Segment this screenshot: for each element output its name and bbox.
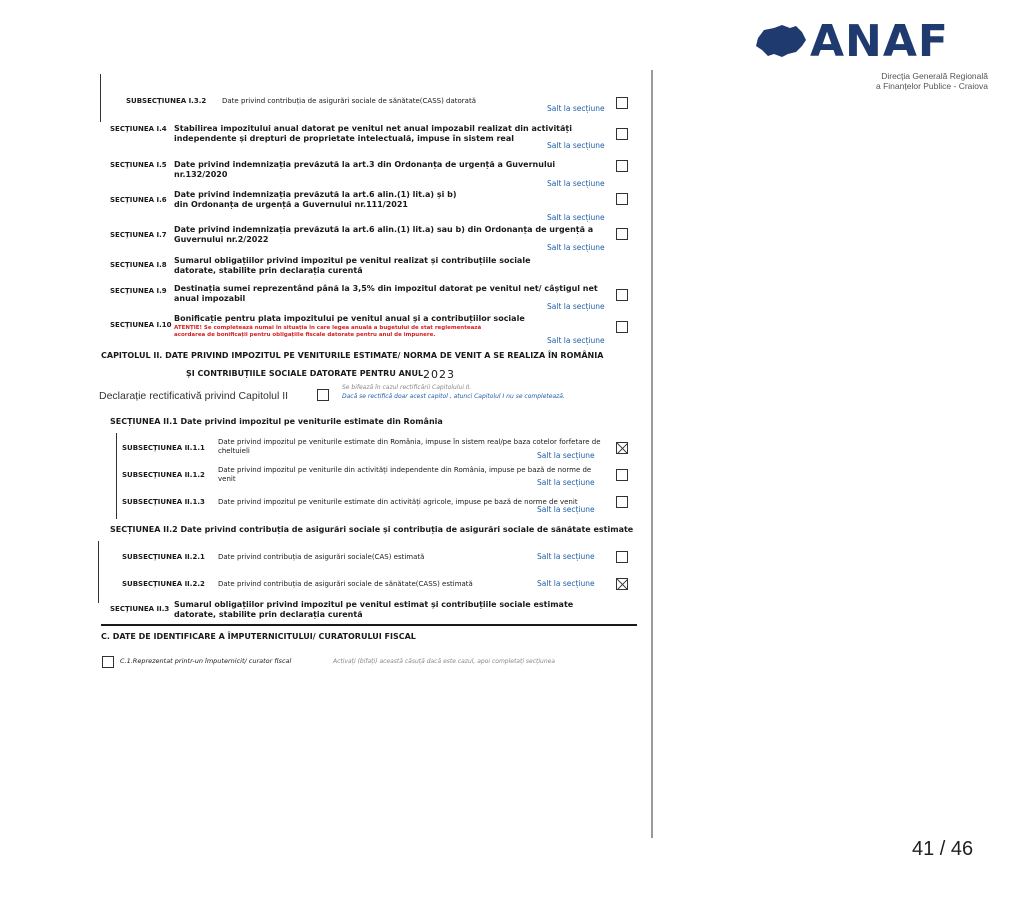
section-title: SECȚIUNEA II.1 Date privind impozitul pe veniturile estimate din România <box>110 417 443 426</box>
logo-subtitle: Direcția Generală Regională a Finanțelor Publice - Craiova <box>876 71 988 91</box>
logo-wordmark: ANAF <box>810 16 949 67</box>
subsection-bracket <box>98 541 99 603</box>
subsection-text: Date privind impozitul pe veniturile estimate din activități agricole, impuse pe bază de norme de venit <box>218 498 578 506</box>
subsection-code: SUBSECȚIUNEA II.1.2 <box>122 471 205 479</box>
subsection-checkbox[interactable] <box>616 551 628 563</box>
subsection-checkbox[interactable] <box>616 578 628 590</box>
subsection-bracket <box>116 433 117 519</box>
jump-to-section-link[interactable]: Salt la secțiune <box>547 141 605 150</box>
section-text: Bonificație pentru plata impozitului pe venitul anual și a contribuțiilor sociale <box>174 314 525 323</box>
section-text: Date privind indemnizația prevăzută la art.6 alin.(1) lit.a) și b) din Ordonanța de urgență a Guvernului nr.111/2021 <box>174 190 457 209</box>
section-code: SECȚIUNEA I.10 <box>110 321 172 329</box>
jump-to-section-link[interactable]: Salt la secțiune <box>537 552 595 561</box>
subsection-text: Date privind impozitul pe veniturile din activități independente din România, impuse pe bază de norme de venit <box>218 466 592 483</box>
section-checkbox[interactable] <box>616 321 628 333</box>
jump-to-section-link[interactable]: Salt la secțiune <box>537 579 595 588</box>
subsection-text: Date privind contribuția de asigurări sociale(CAS) estimată <box>218 553 425 561</box>
section-text: Date privind indemnizația prevăzută la art.6 alin.(1) lit.a) sau b) din Ordonanța de urgență a Guvernului nr.2/2022 <box>174 225 594 244</box>
section-text: Date privind contribuția de asigurări sociale de sănătate(CASS) datorată <box>222 97 477 105</box>
section-text: Date privind indemnizația prevăzută la art.3 din Ordonanța de urgență a Guvernului nr.132/2020 <box>174 160 556 179</box>
subsection-text: Date privind contribuția de asigurări sociale de sănătate(CASS) estimată <box>218 580 473 588</box>
section-code: SECȚIUNEA II.3 <box>110 605 170 613</box>
chapter-title: CAPITOLUL II. DATE PRIVIND IMPOZITUL PE VENITURILE ESTIMATE/ NORMA DE VENIT A SE REALIZA ÎN ROMÂNIA <box>101 351 604 360</box>
jump-to-section-link[interactable]: Salt la secțiune <box>547 243 605 252</box>
section-checkbox[interactable] <box>616 160 628 172</box>
anaf-logo <box>752 16 992 92</box>
jump-to-section-link[interactable]: Salt la secțiune <box>547 213 605 222</box>
rectificativa-label: Declarație rectificativă privind Capitolul II <box>99 390 289 402</box>
jump-to-section-link[interactable]: Salt la secțiune <box>537 451 595 460</box>
subsection-code: SUBSECȚIUNEA II.2.1 <box>122 553 205 561</box>
subsection-text: Date privind impozitul pe veniturile estimate din România, impuse în sistem real/pe baza cotelor forfetare de cheltuieli <box>218 438 601 455</box>
section-text: Sumarul obligațiilor privind impozitul pe venitul realizat și contribuțiile sociale datorate, stabilite prin declarația curentă <box>174 256 531 275</box>
section-checkbox[interactable] <box>616 289 628 301</box>
section-code: SECȚIUNEA I.7 <box>110 231 167 239</box>
representative-note: Activați (bifați) această căsuță dacă este cazul, apoi completați secțiunea <box>333 658 556 665</box>
jump-to-section-link[interactable]: Salt la secțiune <box>547 104 605 113</box>
jump-to-section-link[interactable]: Salt la secțiune <box>547 179 605 188</box>
section-checkbox[interactable] <box>616 128 628 140</box>
section-code: SUBSECȚIUNEA I.3.2 <box>126 97 207 105</box>
section-checkbox[interactable] <box>616 228 628 240</box>
section-text: Sumarul obligațiilor privind impozitul pe venitul estimat și contribuțiile sociale estimate datorate, stabilite prin declarația curentă <box>174 600 574 619</box>
subsection-code: SUBSECȚIUNEA II.1.1 <box>122 444 205 452</box>
section-separator <box>101 624 637 626</box>
jump-to-section-link[interactable]: Salt la secțiune <box>547 336 605 345</box>
section-code: SECȚIUNEA I.5 <box>110 161 167 169</box>
section-code: SECȚIUNEA I.9 <box>110 287 167 295</box>
subsection-bracket <box>100 74 101 122</box>
rectificativa-note-2: Dacă se rectifică doar acest capitol , atunci Capitolul I nu se completează. <box>342 393 565 400</box>
jump-to-section-link[interactable]: Salt la secțiune <box>537 505 595 514</box>
rectificativa-checkbox[interactable] <box>317 389 329 401</box>
section-code: SECȚIUNEA I.4 <box>110 125 167 133</box>
section-code: SECȚIUNEA I.8 <box>110 261 167 269</box>
section-code: SECȚIUNEA I.6 <box>110 196 167 204</box>
subsection-checkbox[interactable] <box>616 469 628 481</box>
jump-to-section-link[interactable]: Salt la secțiune <box>547 302 605 311</box>
subsection-checkbox[interactable] <box>616 496 628 508</box>
section-text: Stabilirea impozitului anual datorat pe venitul net anual impozabil realizat din activități independente și drepturi de proprietate intelectuală, impuse în sistem real <box>174 124 572 143</box>
section-c-title: C. DATE DE IDENTIFICARE A ÎMPUTERNICITULUI/ CURATORULUI FISCAL <box>101 632 416 641</box>
section-title: SECȚIUNEA II.2 Date privind contribuția de asigurări sociale și contribuția de asigurări sociale de sănătate estimate <box>110 525 634 534</box>
page-counter: 41 / 46 <box>912 838 974 860</box>
subsection-checkbox[interactable] <box>616 442 628 454</box>
page-divider <box>651 70 653 838</box>
warning-note: ATENȚIE! Se completează numai în situația în care legea anuală a bugetului de stat reglementează acordarea de bonificații pentru obligațiile fiscale datorate pentru anul de impunere. <box>174 325 482 338</box>
year-field[interactable]: 2023 <box>423 368 455 381</box>
jump-to-section-link[interactable]: Salt la secțiune <box>537 478 595 487</box>
representative-checkbox[interactable] <box>102 656 114 668</box>
rectificativa-note: Se bifează în cazul rectificării Capitolului II. <box>342 384 472 391</box>
section-text: Destinația sumei reprezentând până la 3,5% din impozitul datorat pe venitul net/ câștigul net anual impozabil <box>174 284 598 303</box>
chapter-subtitle: ȘI CONTRIBUȚIILE SOCIALE DATORATE PENTRU ANUL <box>186 369 424 378</box>
subsection-code: SUBSECȚIUNEA II.1.3 <box>122 498 205 506</box>
representative-label: C.1.Reprezentat printr-un împuternicit/ curator fiscal <box>120 657 292 665</box>
subsection-code: SUBSECȚIUNEA II.2.2 <box>122 580 205 588</box>
romania-map-icon <box>752 24 808 58</box>
section-checkbox[interactable] <box>616 97 628 109</box>
section-checkbox[interactable] <box>616 193 628 205</box>
